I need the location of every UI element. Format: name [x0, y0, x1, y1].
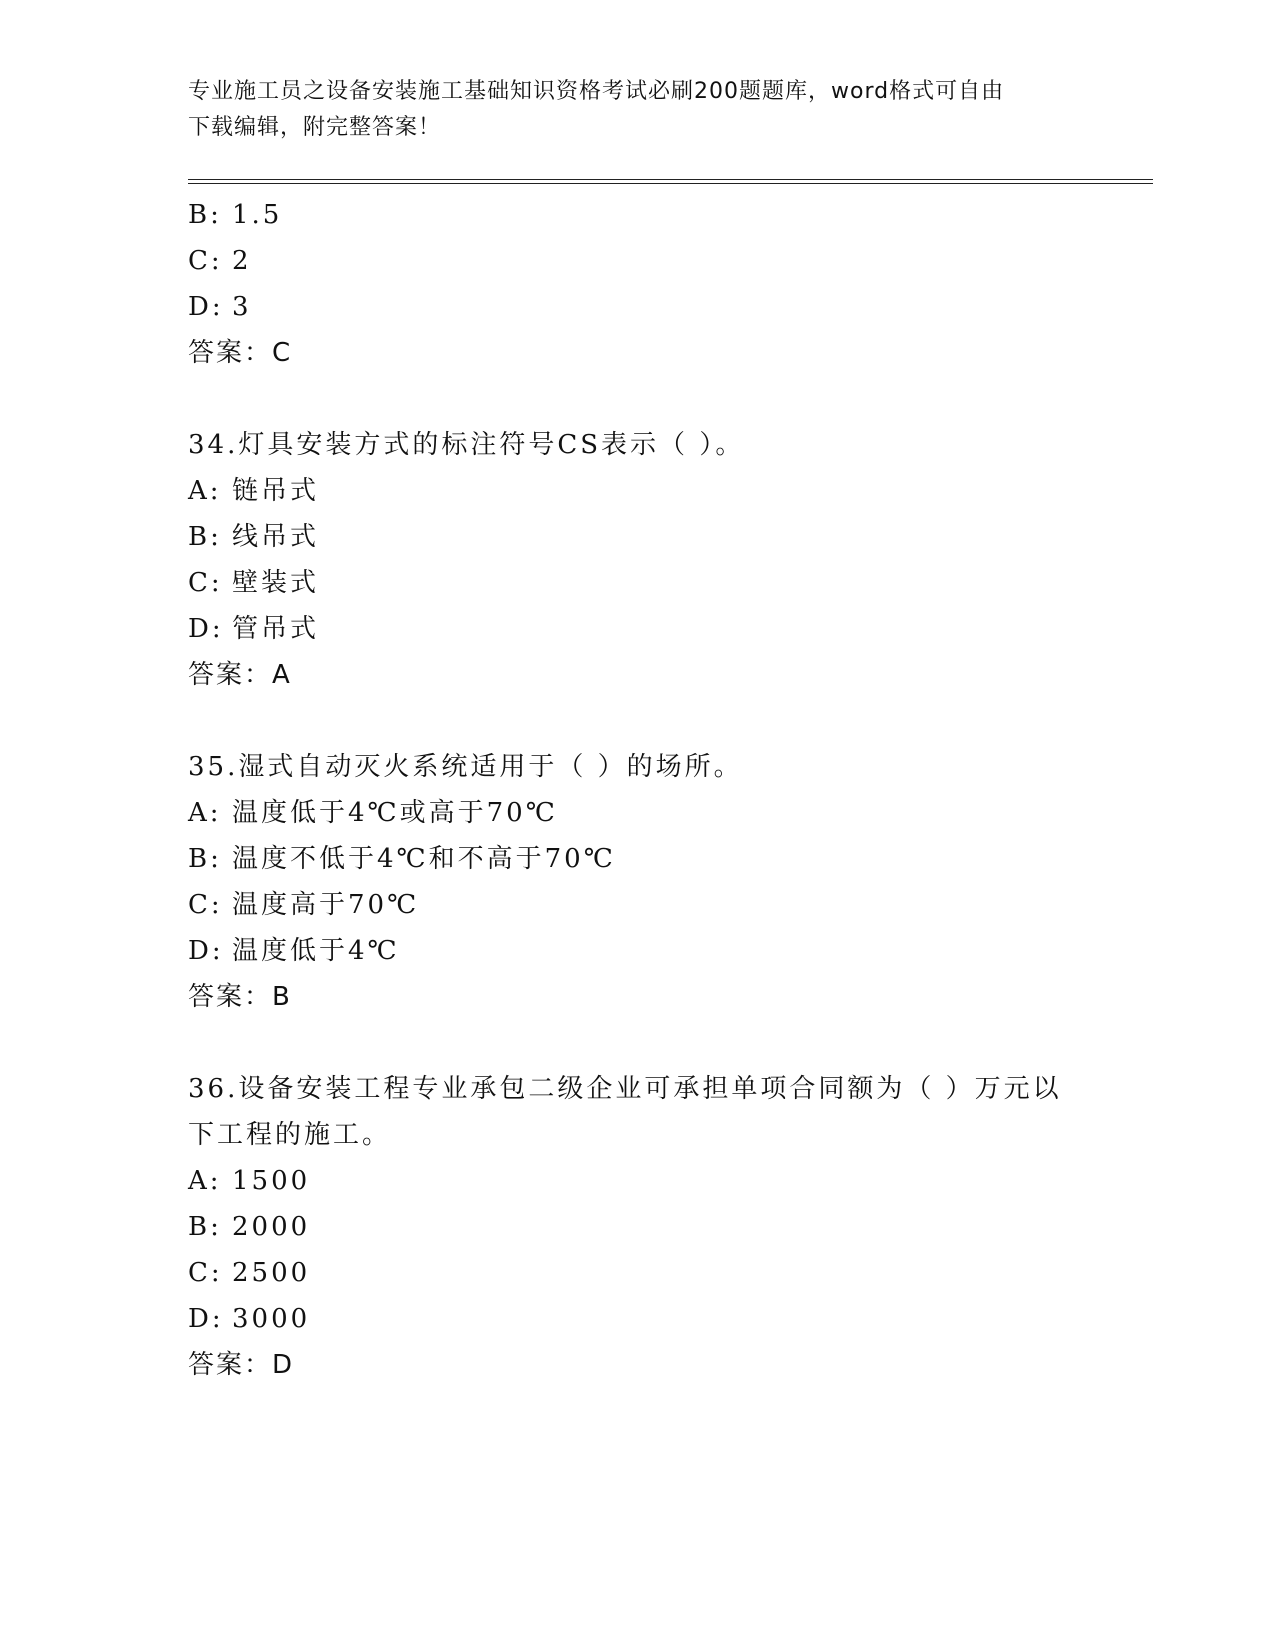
option-d [188, 284, 1068, 330]
spacer [188, 1020, 1068, 1066]
option-label: D: [188, 936, 224, 966]
option-text: 温度不低于4℃和不高于70℃ [232, 844, 616, 874]
option-text: 温度低于4℃或高于70℃ [232, 798, 558, 828]
option-a [188, 1158, 1068, 1204]
option-text: 2 [232, 246, 252, 276]
option-d [188, 606, 1068, 652]
question-stem: 34.灯具安装方式的标注符号CS表示（ ）。 [188, 430, 745, 460]
spacer [188, 698, 1068, 744]
option-text: 1500 [232, 1166, 311, 1196]
option-label: C: [188, 1258, 223, 1288]
option-text: 壁装式 [232, 568, 320, 598]
option-label: B: [188, 522, 222, 552]
option-b [188, 1204, 1068, 1250]
option-text: 2500 [232, 1258, 311, 1288]
answer-line: 答案：D [188, 1350, 295, 1380]
option-b [188, 192, 1068, 238]
option-a [188, 790, 1068, 836]
question-36 [188, 1066, 1068, 1388]
option-text: 温度高于70℃ [232, 890, 420, 920]
option-d [188, 1296, 1068, 1342]
option-label: D: [188, 614, 224, 644]
option-label: C: [188, 246, 223, 276]
document-header [188, 74, 1068, 146]
question-33-continuation [188, 192, 1068, 376]
option-text: 温度低于4℃ [232, 936, 400, 966]
option-label: B: [188, 1212, 222, 1242]
option-label: D: [188, 1304, 224, 1334]
option-label: A: [188, 798, 222, 828]
header-title-line-2: 下载编辑，附完整答案！ [188, 115, 442, 140]
option-text: 2000 [232, 1212, 311, 1242]
question-34 [188, 422, 1068, 698]
option-label: B: [188, 200, 222, 230]
question-stem-line-2: 下工程的施工。 [188, 1120, 392, 1150]
question-stem-line-1: 36.设备安装工程专业承包二级企业可承担单项合同额为（ ）万元以 [188, 1074, 1062, 1104]
option-text: 链吊式 [232, 476, 320, 506]
option-label: B: [188, 844, 222, 874]
option-a [188, 468, 1068, 514]
option-label: C: [188, 568, 223, 598]
question-list [188, 192, 1068, 1388]
answer-line: 答案：C [188, 338, 293, 368]
option-text: 3000 [232, 1304, 311, 1334]
header-divider-top [188, 179, 1153, 180]
option-b [188, 836, 1068, 882]
option-label: A: [188, 476, 222, 506]
answer-line: 答案：B [188, 982, 292, 1012]
header-divider-bottom [188, 183, 1153, 184]
spacer [188, 376, 1068, 422]
option-text: 管吊式 [232, 614, 320, 644]
option-label: A: [188, 1166, 222, 1196]
option-c [188, 882, 1068, 928]
option-b [188, 514, 1068, 560]
option-c [188, 560, 1068, 606]
option-text: 1.5 [232, 200, 283, 230]
option-d [188, 928, 1068, 974]
option-c [188, 238, 1068, 284]
header-title-line-1: 专业施工员之设备安装施工基础知识资格考试必刷200题题库，word格式可自由 [188, 79, 1005, 104]
answer-line: 答案：A [188, 660, 292, 690]
question-35 [188, 744, 1068, 1020]
option-label: D: [188, 292, 224, 322]
option-text: 3 [232, 292, 252, 322]
option-c [188, 1250, 1068, 1296]
question-stem: 35.湿式自动灭火系统适用于（ ）的场所。 [188, 752, 743, 782]
option-label: C: [188, 890, 223, 920]
option-text: 线吊式 [232, 522, 320, 552]
